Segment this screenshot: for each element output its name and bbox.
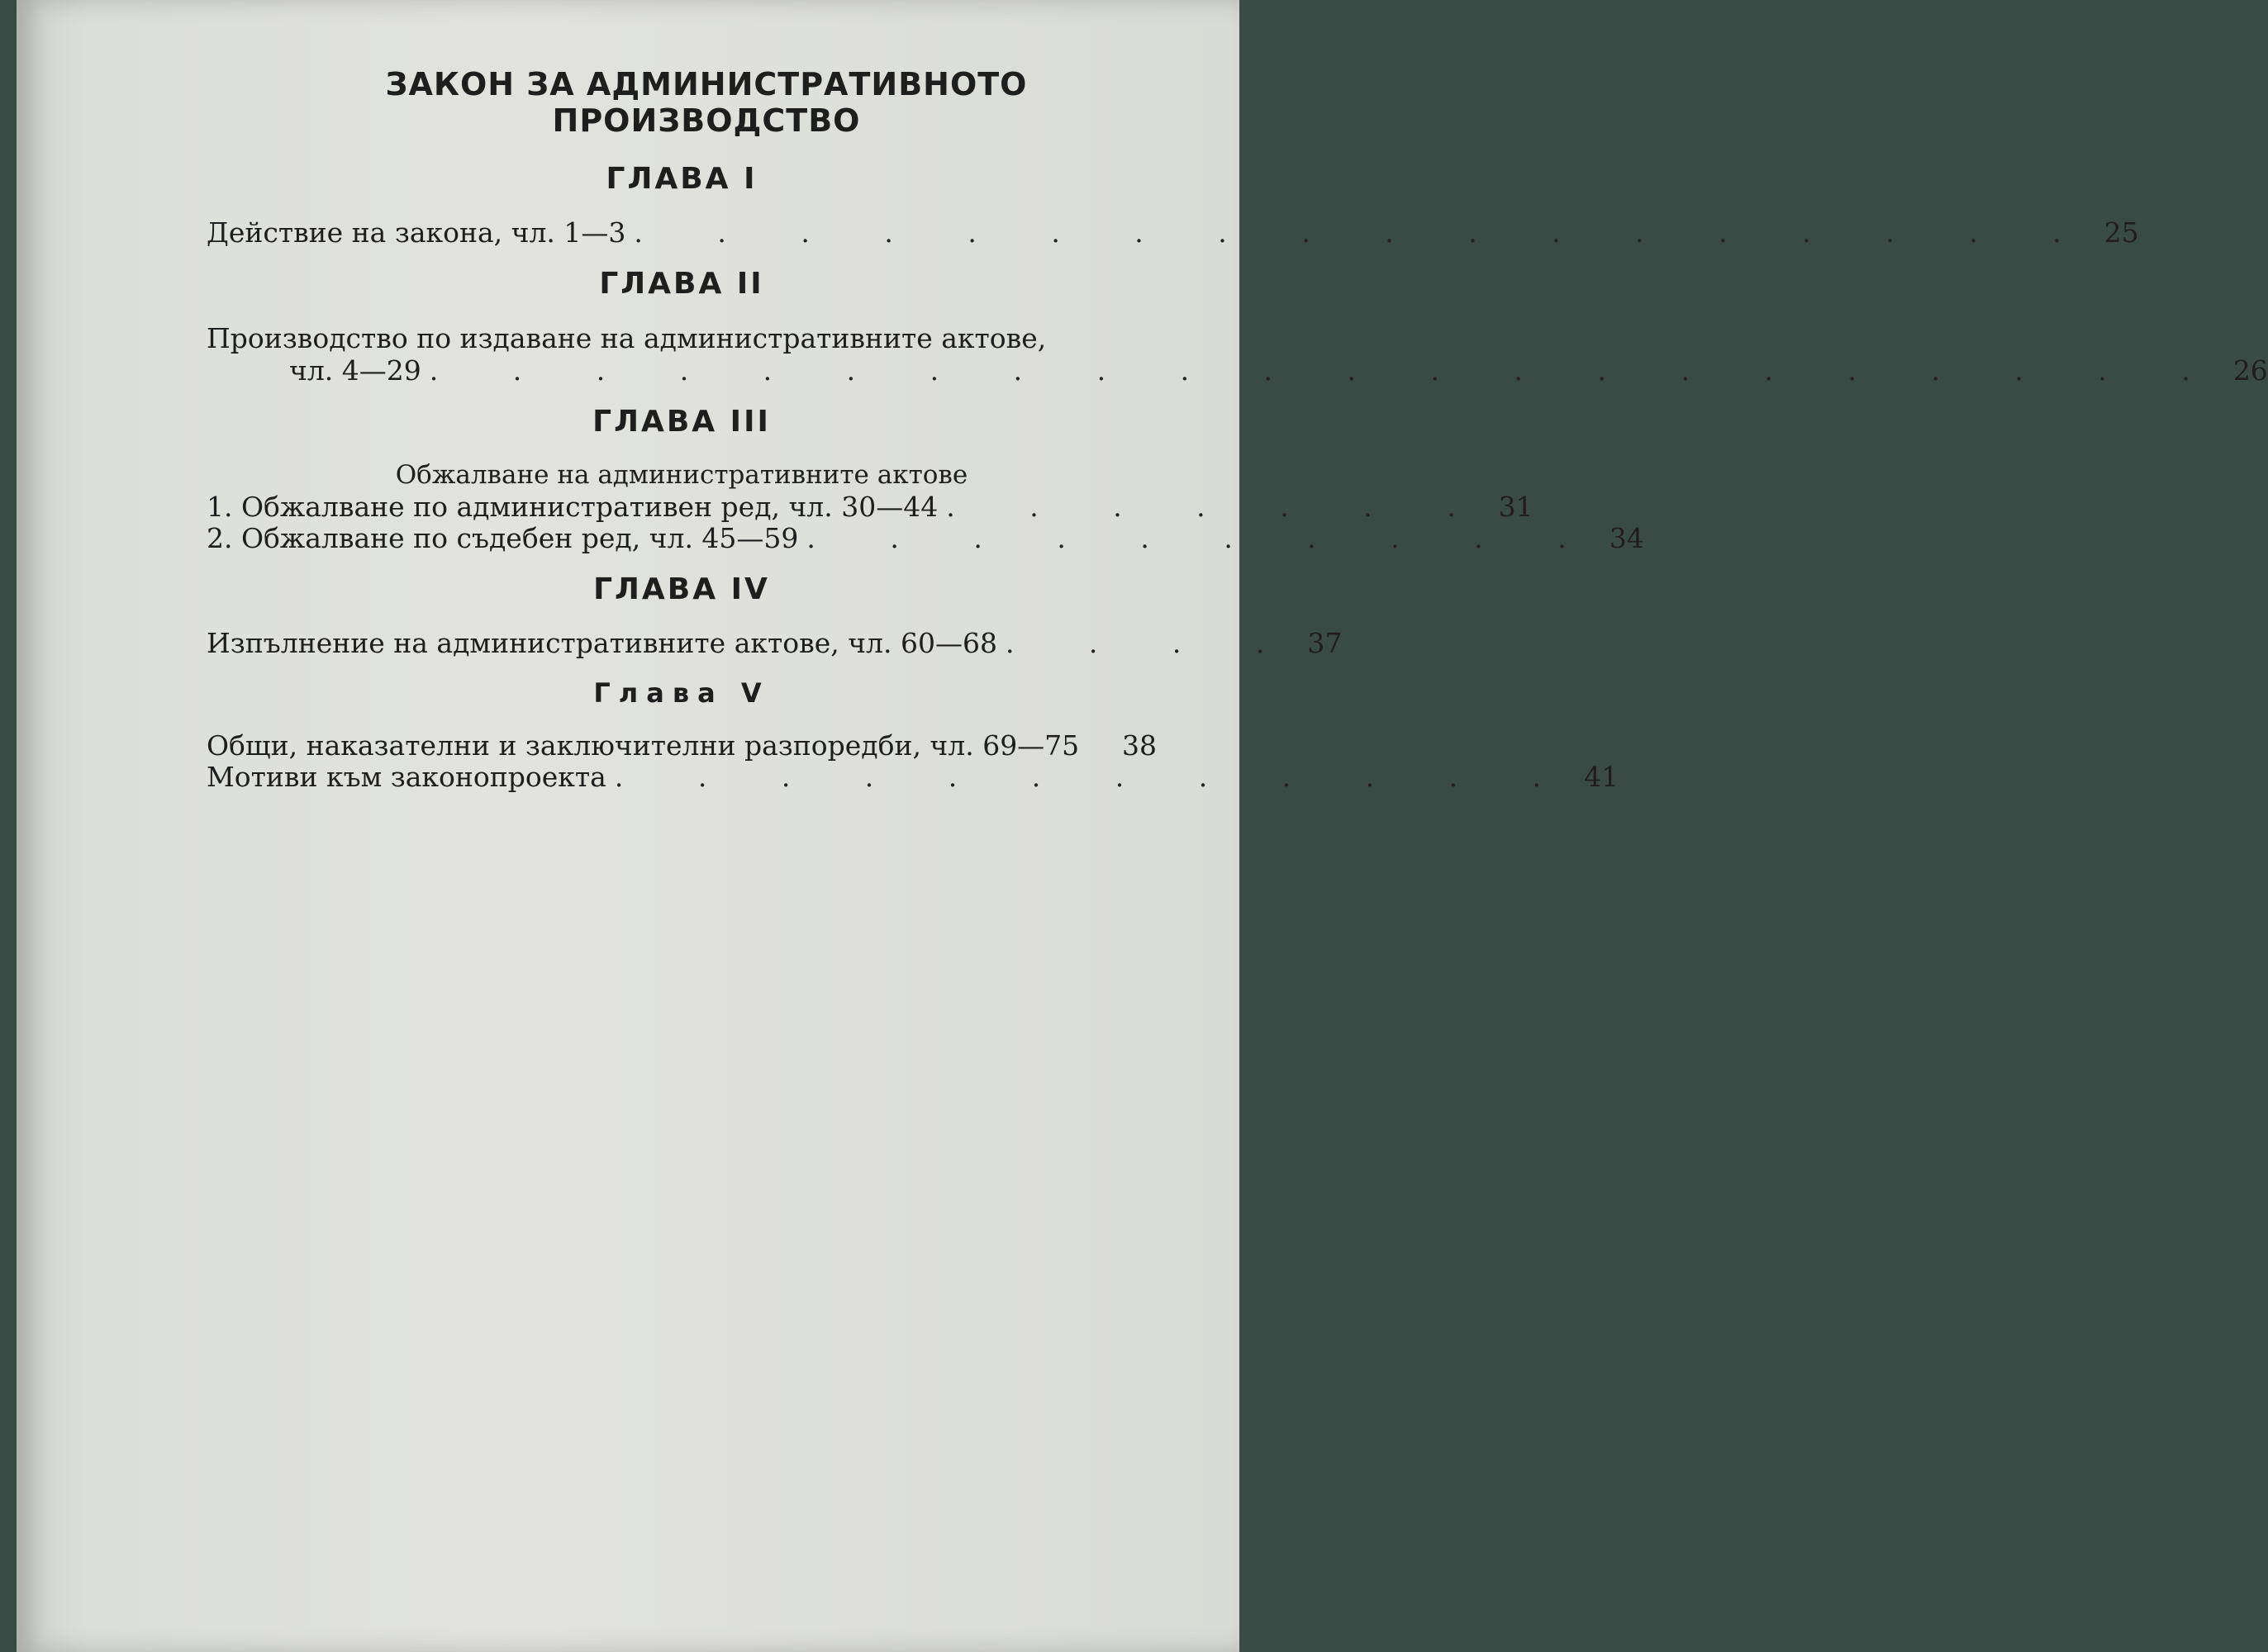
chapter-heading-2: ГЛАВА II: [599, 267, 764, 301]
toc-entry-continuation: [207, 354, 2268, 387]
leader-dots: . . . .: [1005, 627, 1298, 659]
toc-page-number: 26: [2232, 354, 2268, 387]
toc-entry: [207, 730, 1157, 762]
chapter-heading-4: ГЛАВА IV: [593, 572, 770, 606]
leader-dots: . . . . . . .: [946, 491, 1489, 523]
toc-entry-label: Действие на закона, чл. 1—3: [207, 216, 626, 249]
toc-entry: [207, 522, 1644, 554]
chapter-heading-3: ГЛАВА III: [592, 405, 771, 439]
toc-page-number: 41: [1584, 761, 1619, 793]
toc-entry-label: 1. Обжалване по административен ред, чл. 30—44: [207, 491, 939, 523]
toc-entry-label: Общи, наказателни и заключителни разпоредби, чл. 69—75: [207, 729, 1080, 762]
chapter-heading-1: ГЛАВА I: [606, 162, 758, 196]
toc-entry-label-continuation: чл. 4—29: [289, 354, 421, 387]
leader-dots: . . . . . . . . . .: [806, 522, 1600, 554]
toc-entry: [207, 322, 2268, 387]
toc-entry-label: Мотиви към законопроекта: [207, 761, 606, 793]
document-title: ЗАКОН ЗА АДМИНИСТРАТИВНОТО ПРОИЗВОДСТВО: [385, 66, 1028, 139]
toc-entry: [207, 491, 1533, 523]
toc-entry: [207, 216, 2139, 249]
table-of-contents: [207, 66, 2268, 793]
toc-page-number: 38: [1122, 729, 1157, 762]
toc-page-number: 34: [1609, 522, 1644, 554]
toc-page-number: 31: [1498, 491, 1533, 523]
leader-dots: . . . . . . . . . . . . . . . . . .: [634, 216, 2094, 249]
leader-dots: . . . . . . . . . . . . . . . . . . . . . .: [429, 354, 2223, 387]
toc-page-number: 37: [1307, 627, 1343, 659]
toc-entry: [207, 761, 1619, 793]
leader-dots: . . . . . . . . . . . .: [614, 761, 1575, 793]
toc-page-number: 25: [2104, 216, 2139, 249]
toc-entry-label: Изпълнение на административните актове, чл. 60—68: [207, 627, 997, 659]
toc-entry-label: Производство по издаване на административните актове,: [207, 322, 1047, 354]
toc-entry-label: 2. Обжалване по съдебен ред, чл. 45—59: [207, 522, 799, 554]
chapter-heading-5: Глава V: [593, 677, 770, 709]
toc-entry: [207, 627, 1343, 659]
section-subtitle: Обжалване на административните актове: [395, 460, 968, 490]
book-page: [17, 0, 2268, 1652]
